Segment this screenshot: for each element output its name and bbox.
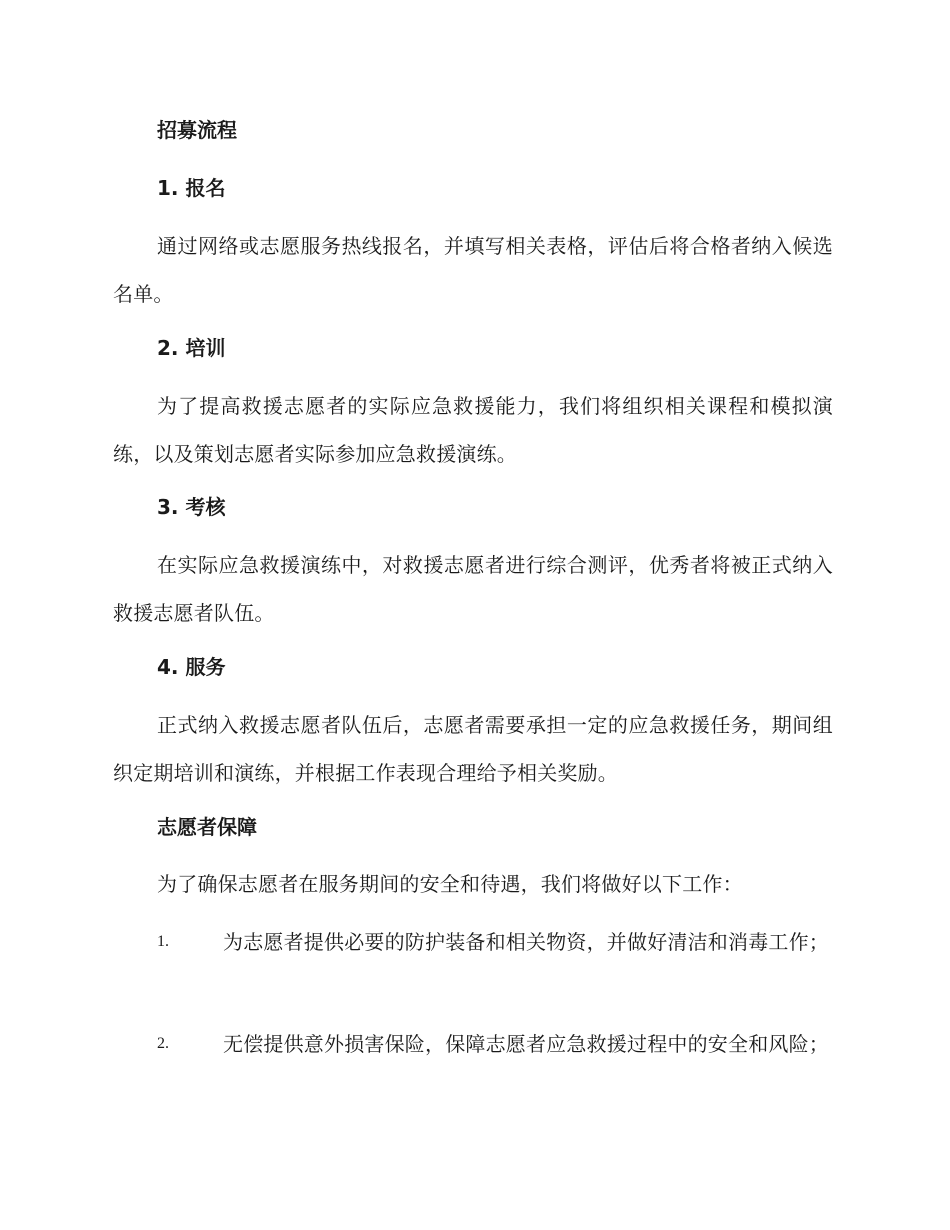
step-heading-register: 1. 报名 <box>157 176 226 200</box>
section-heading-guarantee: 志愿者保障 <box>157 815 257 839</box>
list-item <box>113 1020 833 1068</box>
step-text-register: 通过网络或志愿服务热线报名，并填写相关表格，评估后将合格者纳入候选名单。 <box>113 234 833 306</box>
step-text-service: 正式纳入救援志愿者队伍后，志愿者需要承担一定的应急救援任务，期间组织定期培训和演练，并根据工作表现合理给予相关奖励。 <box>113 713 833 785</box>
step-text-assessment: 在实际应急救援演练中，对救援志愿者进行综合测评，优秀者将被正式纳入救援志愿者队伍。 <box>113 553 833 625</box>
step-text-training: 为了提高救援志愿者的实际应急救援能力，我们将组织相关课程和模拟演练，以及策划志愿者实际参加应急救援演练。 <box>113 394 833 466</box>
list-text: 无偿提供意外损害保险，保障志愿者应急救援过程中的安全和风险； <box>223 1032 829 1056</box>
step-heading-assessment: 3. 考核 <box>157 495 226 519</box>
step-heading-service: 4. 服务 <box>157 655 226 679</box>
list-item <box>113 918 833 966</box>
step-heading-training: 2. 培训 <box>157 336 226 360</box>
list-number: 1. <box>157 933 169 950</box>
guarantee-intro: 为了确保志愿者在服务期间的安全和待遇，我们将做好以下工作： <box>157 872 743 896</box>
list-number: 2. <box>157 1035 169 1052</box>
list-text: 为志愿者提供必要的防护装备和相关物资，并做好清洁和消毒工作； <box>223 930 829 954</box>
section-heading-recruitment: 招募流程 <box>157 118 237 142</box>
